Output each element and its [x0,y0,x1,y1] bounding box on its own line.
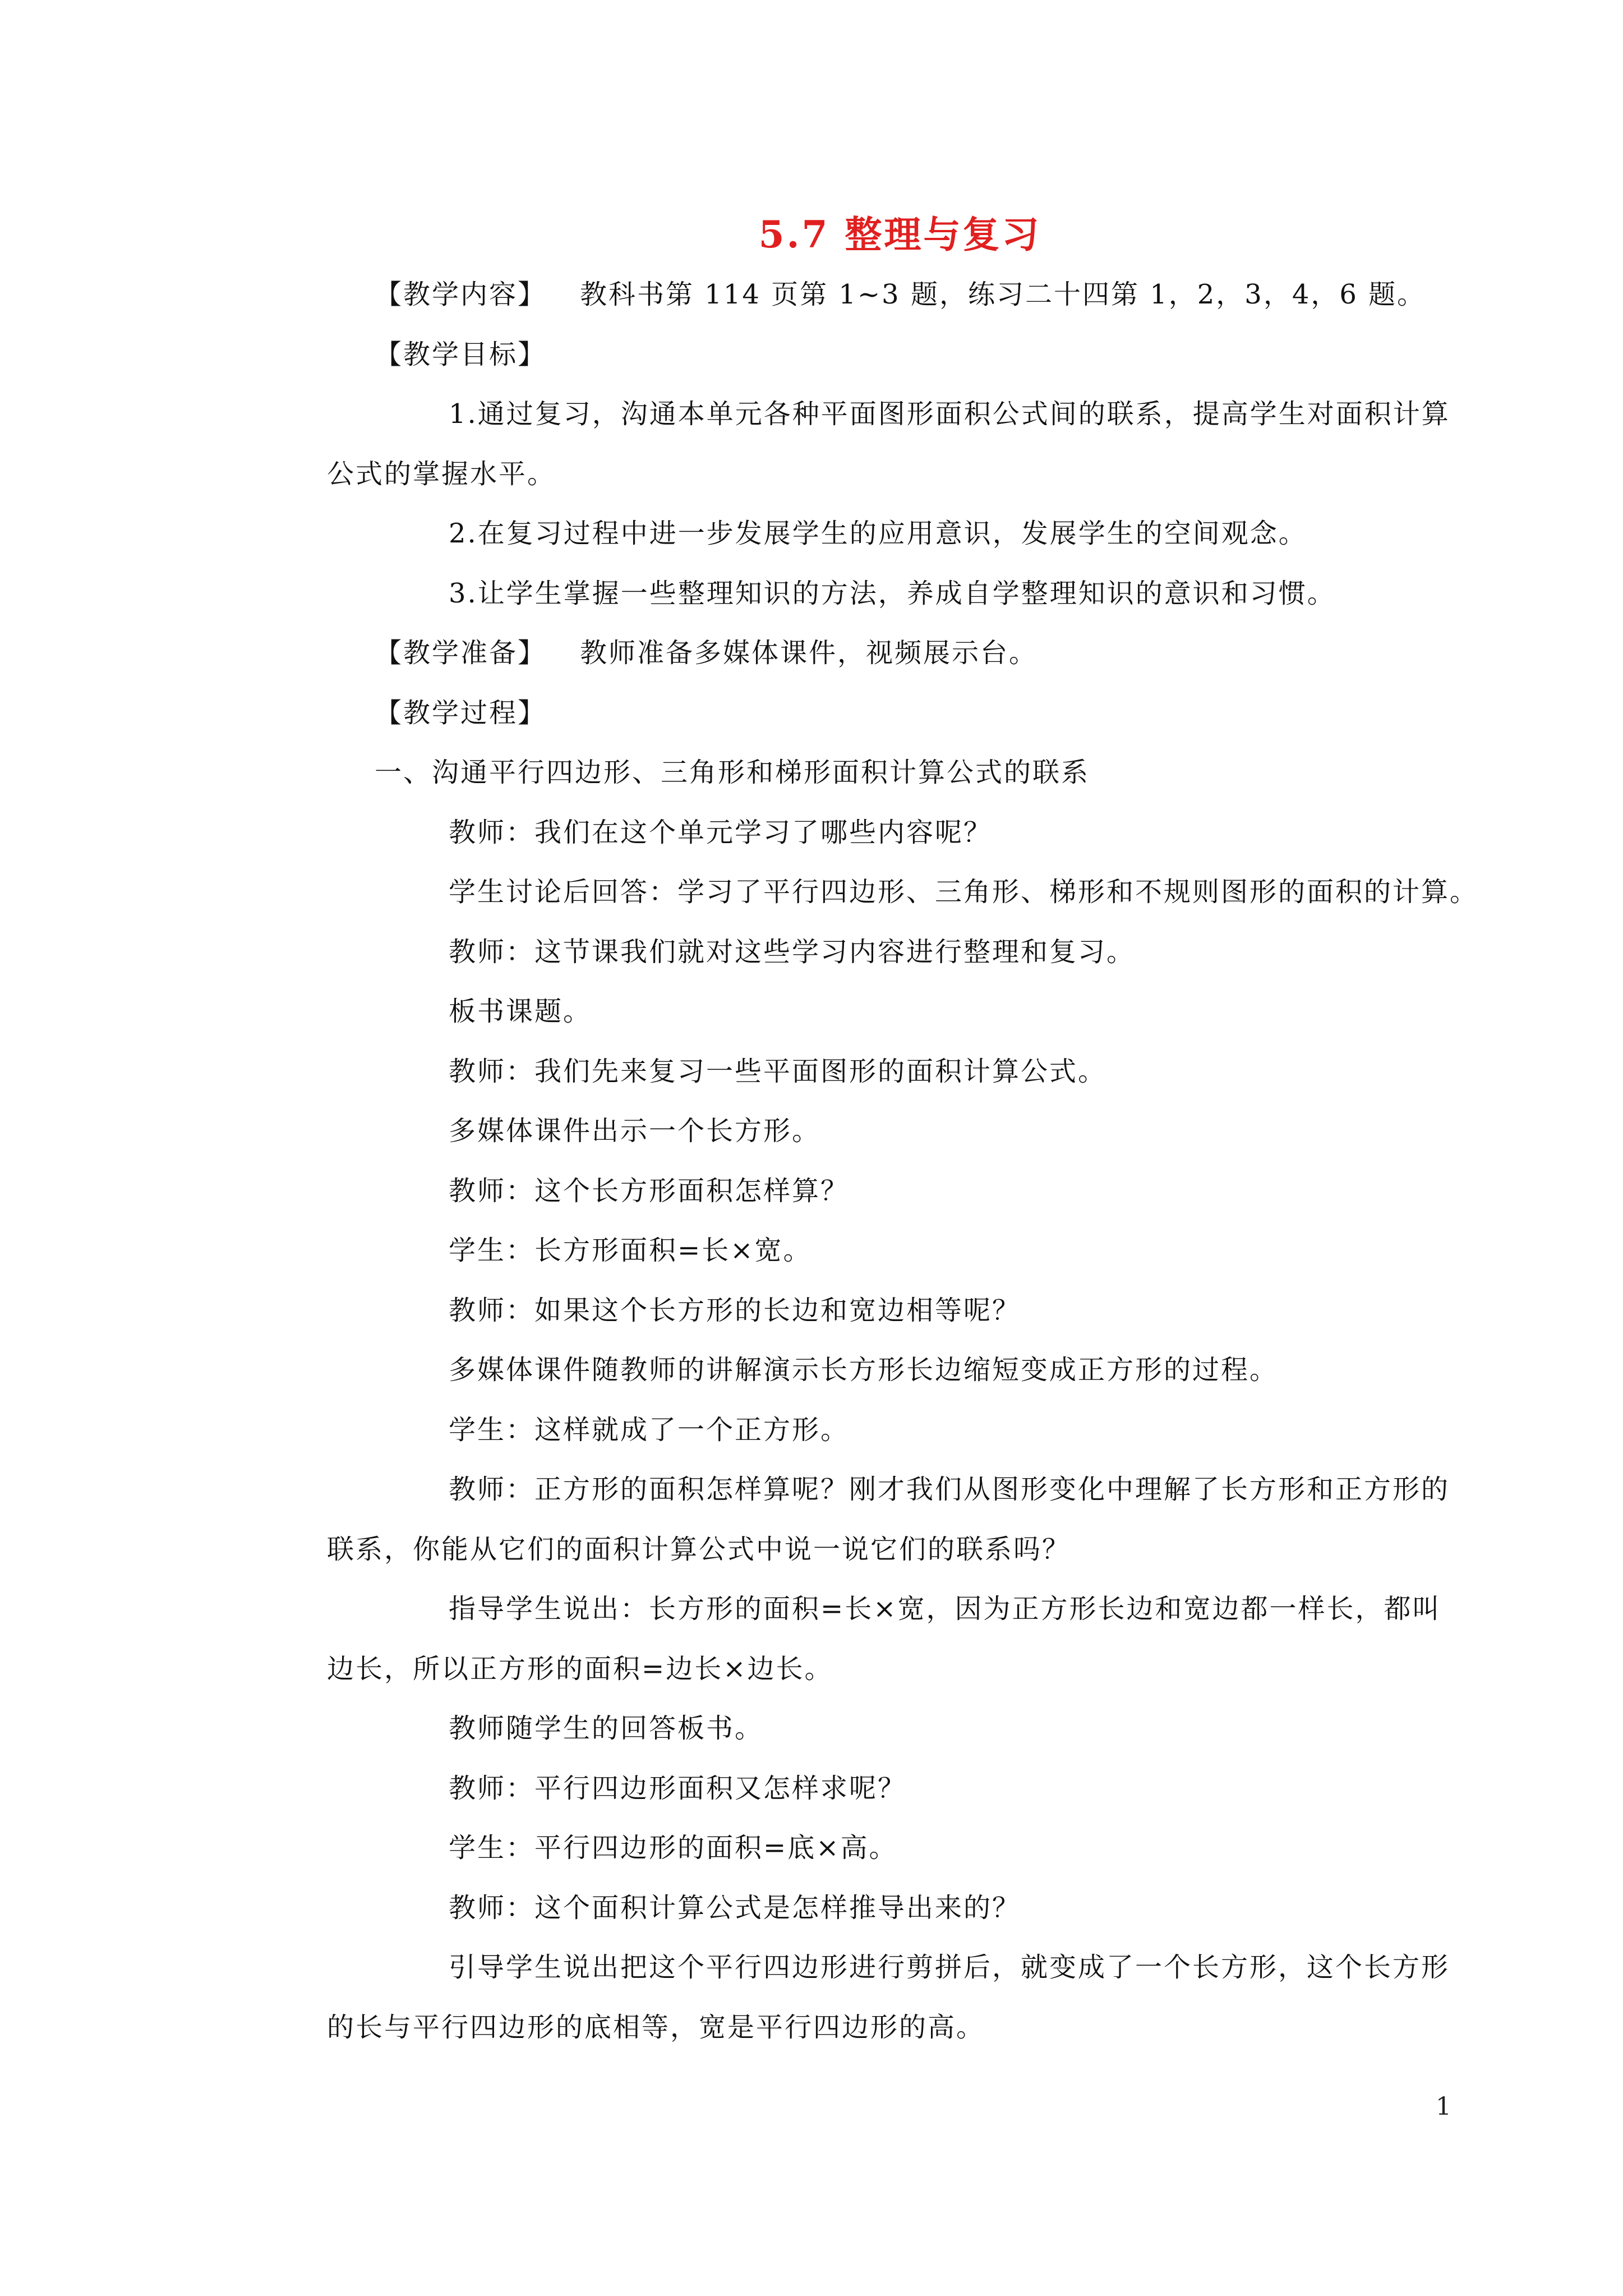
preparation-line [375,636,1038,670]
paragraph-17: 教师：这个面积计算公式是怎样推导出来的？ [449,1892,1021,1924]
paragraph-2: 学生讨论后回答：学习了平行四边形、三角形、梯形和不规则图形的面积的计算。 [449,876,1479,908]
paragraph-7: 教师：这个长方形面积怎样算？ [449,1175,850,1207]
teaching-content-line [375,278,1426,311]
goal-3: 3.让学生掌握一些整理知识的方法，养成自学整理知识的意识和习惯。 [449,578,1336,609]
paragraph-6: 多媒体课件出示一个长方形。 [449,1115,821,1147]
page-number: 1 [1436,2092,1451,2121]
paragraph-11: 学生：这样就成了一个正方形。 [449,1414,850,1446]
paragraph-12-line-1: 教师：正方形的面积怎样算呢？刚才我们从图形变化中理解了长方形和正方形的 [449,1474,1450,1505]
paragraph-18-line-1: 引导学生说出把这个平行四边形进行剪拼后，就变成了一个长方形，这个长方形 [449,1952,1450,1983]
paragraph-13-line-2: 边长，所以正方形的面积=边长×边长。 [327,1653,833,1685]
teaching-content-text: 教科书第 114 页第 1~3 题，练习二十四第 1，2，3，4，6 题。 [580,279,1426,310]
paragraph-16: 学生：平行四边形的面积=底×高。 [449,1832,898,1864]
paragraph-9: 教师：如果这个长方形的长边和宽边相等呢？ [449,1295,1021,1326]
paragraph-8: 学生：长方形面积=长×宽。 [449,1235,812,1266]
goal-1-line-2: 公式的掌握水平。 [327,458,556,490]
preparation-text: 教师准备多媒体课件，视频展示台。 [580,637,1038,669]
goal-1-line-1: 1.通过复习，沟通本单元各种平面图形面积公式间的联系，提高学生对面积计算 [449,398,1450,430]
document-title: 5.7 整理与复习 [758,213,1041,256]
teaching-content-label: 【教学内容】 [375,279,547,310]
teaching-goals-label: 【教学目标】 [375,339,547,370]
paragraph-10: 多媒体课件随教师的讲解演示长方形长边缩短变成正方形的过程。 [449,1354,1279,1386]
paragraph-14: 教师随学生的回答板书。 [449,1713,764,1744]
process-label: 【教学过程】 [375,697,547,729]
paragraph-4: 板书课题。 [449,996,592,1027]
paragraph-3: 教师：这节课我们就对这些学习内容进行整理和复习。 [449,936,1136,968]
paragraph-18-line-2: 的长与平行四边形的底相等，宽是平行四边形的高。 [327,2012,985,2043]
section-heading-1: 一、沟通平行四边形、三角形和梯形面积计算公式的联系 [375,757,1090,788]
paragraph-1: 教师：我们在这个单元学习了哪些内容呢？ [449,817,993,848]
goal-2: 2.在复习过程中进一步发展学生的应用意识，发展学生的空间观念。 [449,518,1307,549]
paragraph-12-line-2: 联系，你能从它们的面积计算公式中说一说它们的联系吗？ [327,1534,1071,1565]
preparation-label: 【教学准备】 [375,637,547,669]
paragraph-15: 教师：平行四边形面积又怎样求呢？ [449,1773,907,1804]
paragraph-13-line-1: 指导学生说出：长方形的面积=长×宽，因为正方形长边和宽边都一样长，都叫 [449,1593,1441,1625]
paragraph-5: 教师：我们先来复习一些平面图形的面积计算公式。 [449,1056,1107,1087]
